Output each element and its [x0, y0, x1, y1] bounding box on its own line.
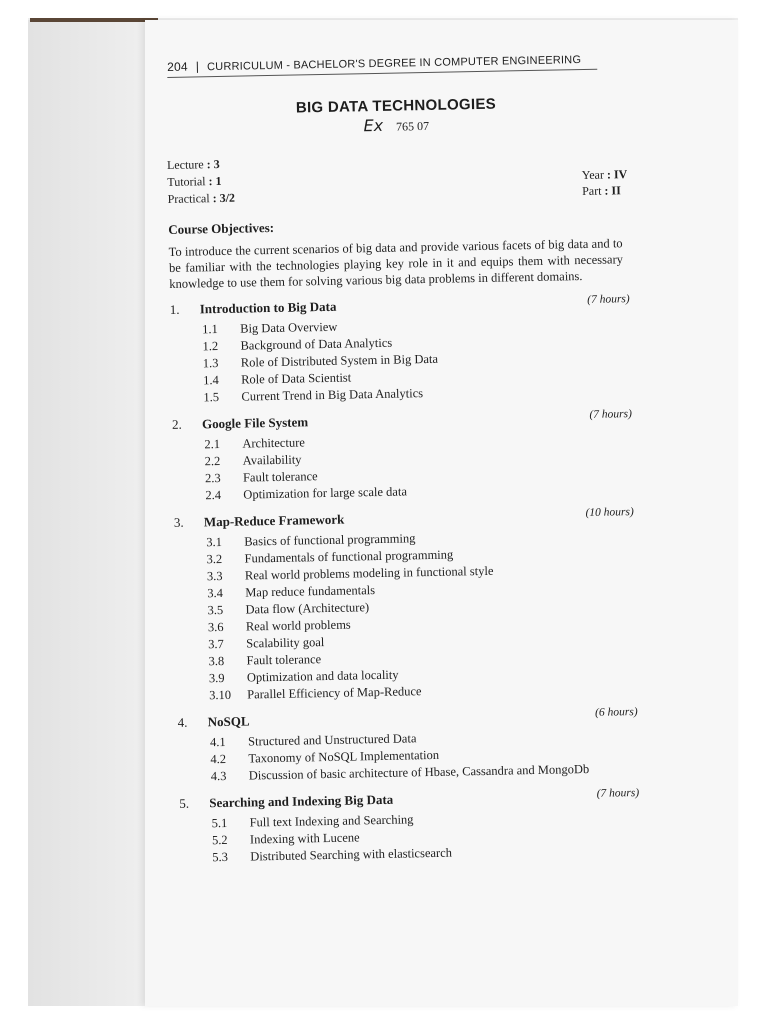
item-number: 5.2 [211, 832, 228, 848]
book-edge [30, 18, 158, 22]
item-text: Availability [242, 452, 302, 468]
document-page [145, 20, 738, 1006]
section-number: 3. [173, 514, 184, 530]
item-number: 1.4 [203, 373, 219, 388]
section-title: Introduction to Big Data [199, 298, 337, 317]
syllabus-section [174, 506, 638, 705]
section-number: 2. [171, 416, 182, 432]
item-text: Real world problems modeling in functional style [244, 563, 494, 583]
course-meta [167, 148, 628, 207]
running-header [167, 52, 597, 78]
item-text: Basics of functional programming [244, 531, 416, 549]
item-number: 4.2 [210, 751, 227, 767]
lecture-value: : 3 [206, 156, 220, 172]
item-number: 1.2 [202, 339, 219, 354]
item-text: Structured and Unstructured Data [247, 731, 417, 749]
item-number: 3.4 [207, 585, 224, 601]
syllabus-section [170, 293, 632, 407]
section-title: Google File System [201, 414, 309, 432]
item-number: 2.3 [204, 471, 221, 486]
part-value: : II [604, 183, 621, 198]
item-text: Map reduce fundamentals [245, 583, 376, 600]
year-label: Year [581, 167, 605, 183]
item-text: Current Trend in Big Data Analytics [241, 386, 424, 404]
section-hours: (7 hours) [589, 408, 632, 421]
section-hours: (7 hours) [587, 293, 630, 306]
item-number: 3.1 [206, 534, 223, 550]
item-text: Data flow (Architecture) [245, 600, 370, 617]
year-row [582, 166, 628, 183]
item-text: Discussion of basic architecture of Hbase, Cassandra and MongoDb [248, 761, 590, 783]
item-text: Optimization and data locality [246, 667, 399, 685]
item-text: Fault tolerance [246, 652, 322, 668]
objectives-text: To introduce the current scenarios of big data and provide various facets of big data and to be familiar with the technologies playing key role in it and equips them with necessary knowledge to use them for solving various big data problems in different domains. [168, 236, 624, 291]
section-items [204, 428, 633, 504]
item-number: 4.1 [209, 734, 226, 750]
item-number: 1.1 [202, 322, 218, 337]
hours-block [167, 148, 628, 208]
item-text: Full text Indexing and Searching [249, 812, 414, 830]
item-text: Fault tolerance [242, 469, 318, 485]
item-number: 3.8 [208, 653, 225, 669]
part-row [582, 182, 628, 199]
header-separator: | [195, 59, 200, 74]
page-content [165, 51, 640, 867]
section-title: Searching and Indexing Big Data [209, 791, 394, 811]
item-number: 4.3 [210, 768, 227, 784]
syllabus-section [172, 408, 634, 505]
section-items [202, 313, 632, 406]
section-items [206, 526, 637, 704]
section-items [212, 807, 641, 866]
year-value: : IV [606, 167, 628, 182]
section-number: 5. [179, 795, 190, 811]
course-code: 765 07 [395, 118, 430, 134]
syllabus-sections [170, 293, 641, 867]
item-number: 3.6 [207, 619, 224, 635]
objectives-heading: Course Objectives: [168, 219, 275, 237]
background-surface [0, 0, 768, 18]
item-text: Optimization for large scale data [243, 484, 408, 502]
syllabus-section [179, 787, 640, 867]
item-number: 2.2 [204, 454, 221, 469]
item-text: Fundamentals of functional programming [244, 547, 454, 566]
item-number: 1.3 [202, 356, 219, 371]
handwritten-note: Ex [363, 115, 384, 136]
item-text: Role of Data Scientist [241, 370, 352, 387]
item-number: 5.3 [212, 849, 229, 865]
item-text: Scalability goal [246, 635, 325, 651]
page-number: 204 [166, 59, 188, 74]
practical-value: : 3/2 [212, 190, 236, 206]
item-number: 3.9 [208, 670, 225, 686]
section-hours: (6 hours) [594, 706, 638, 719]
course-title: BIG DATA TECHNOLOGIES [295, 95, 497, 117]
item-number: 5.1 [211, 815, 228, 831]
syllabus-section [178, 706, 639, 786]
year-part-block [582, 166, 628, 199]
section-items [210, 726, 639, 785]
part-label: Part [581, 183, 602, 199]
section-number: 4. [177, 714, 188, 730]
lecture-label: Lecture [166, 157, 204, 172]
section-number: 1. [169, 301, 180, 317]
item-text: Background of Data Analytics [240, 335, 393, 353]
item-number: 1.5 [203, 390, 220, 405]
section-hours: (10 hours) [585, 506, 634, 520]
practical-label: Practical [167, 191, 210, 206]
tutorial-label: Tutorial [167, 174, 206, 189]
item-number: 3.10 [209, 687, 232, 703]
item-number: 2.1 [204, 437, 221, 452]
running-title: CURRICULUM - BACHELOR'S DEGREE IN COMPUTER ENGINEERING [206, 54, 582, 74]
item-text: Big Data Overview [240, 319, 338, 336]
item-number: 3.5 [207, 602, 224, 618]
item-text: Role of Distributed System in Big Data [240, 351, 439, 370]
left-page-shadow [28, 20, 158, 1006]
section-title: NoSQL [207, 713, 250, 730]
section-title: Map-Reduce Framework [203, 511, 345, 530]
item-number: 2.4 [205, 488, 222, 503]
item-text: Parallel Efficiency of Map-Reduce [247, 684, 422, 702]
section-hours: (7 hours) [596, 787, 640, 800]
item-text: Real world problems [245, 617, 351, 634]
item-text: Distributed Searching with elasticsearch [250, 845, 453, 864]
item-number: 3.7 [208, 636, 224, 652]
tutorial-value: : 1 [208, 173, 222, 189]
item-text: Taxonomy of NoSQL Implementation [248, 747, 440, 766]
item-text: Indexing with Lucene [249, 830, 360, 847]
item-number: 3.2 [206, 551, 223, 567]
item-number: 3.3 [206, 568, 223, 584]
item-text: Architecture [242, 435, 305, 451]
